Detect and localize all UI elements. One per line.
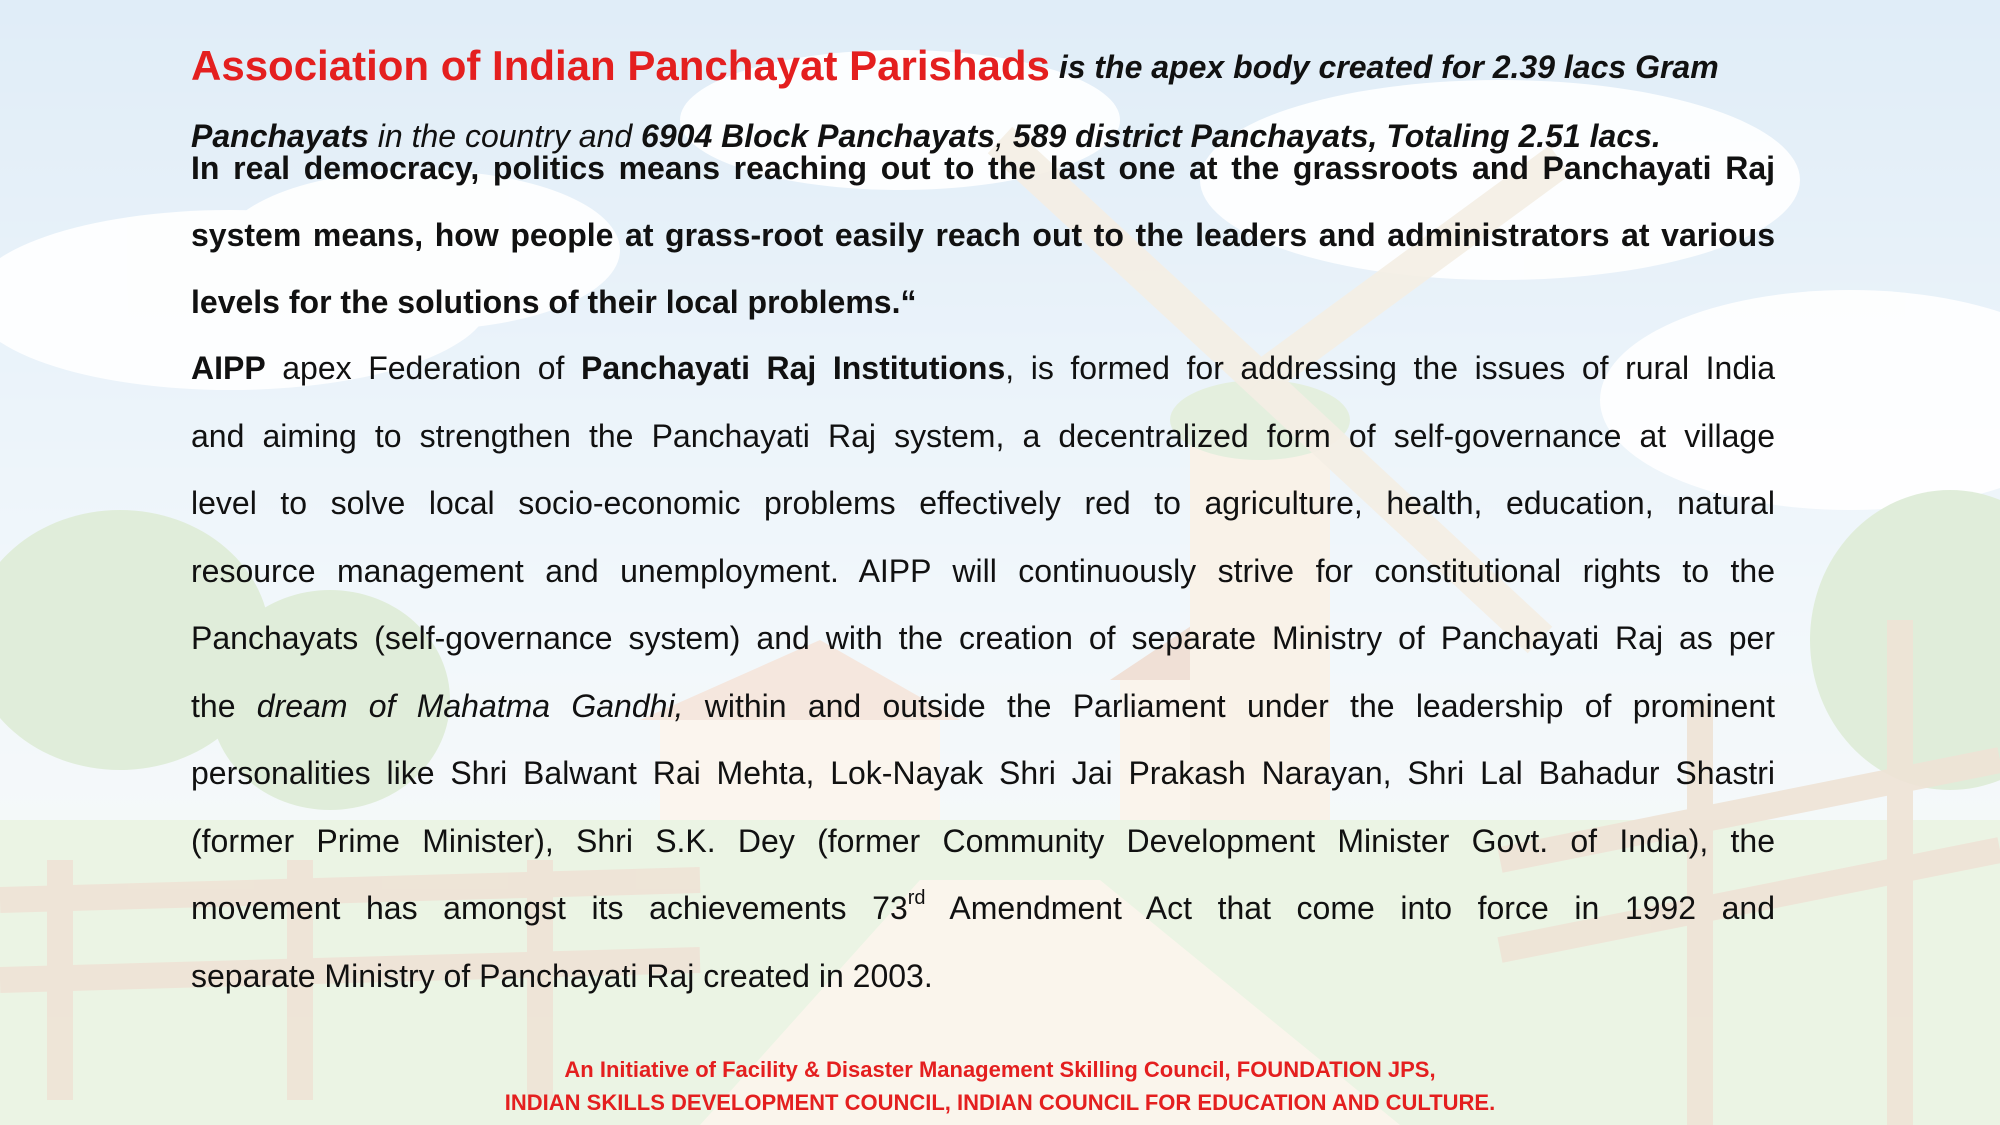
quote-line-3: levels for the solutions of their local problems.“ [191,284,917,320]
footer-line-1: An Initiative of Facility & Disaster Management Skilling Council, FOUNDATION JPS, [564,1057,1436,1082]
body-line-4: resource management and unemployment. AIPP will continuously strive for constitutional rights to the [191,552,1775,589]
body-line-1-d: , is formed for addressing the issues of rural India [1005,350,1776,386]
slide-content [191,30,1775,1010]
header-block-panchayats: 6904 Block Panchayats [641,118,996,154]
aipp-label: AIPP [191,350,266,386]
body-line-8: (former Prime Minister), Shri S.K. Dey (former Community Development Minister Govt. of India), the [191,822,1775,859]
footer-line-2: INDIAN SKILLS DEVELOPMENT COUNCIL, INDIAN COUNCIL FOR EDUCATION AND CULTURE. [504,1090,1496,1115]
header-line-1 [191,30,1775,101]
header-line-1-rest: is the apex body created for 2.39 lacs Gram [1058,49,1719,85]
pri-label: Panchayati Raj Institutions [580,350,1006,386]
header-comma: , [995,118,1004,154]
body-line-5: Panchayats (self-governance system) and with the creation of separate Ministry of Panchayati Raj as per [191,620,1775,656]
header-in-country: in the country and [377,118,633,154]
body-paragraph [191,335,1775,1010]
body-line-1-b: apex Federation of [282,350,565,386]
page-title: Association of Indian Panchayat Parishads [191,42,1050,89]
body-line-3: level to solve local socio-economic problems effectively red to agriculture, health, education, natural [191,485,1775,521]
body-line-9-b: Amendment Act that come into force in 1992 and [949,890,1776,926]
quote-line-1: In real democracy, politics means reaching out to the last one at the grassroots and Panchayati Raj [191,150,1775,186]
body-line-9-a: movement has amongst its achievements 73 [191,890,908,926]
body-line-2: and aiming to strengthen the Panchayati Raj system, a decentralized form of self-governance at village [191,417,1775,454]
body-line-6 [191,673,1775,741]
quote-line-2: system means, how people at grass-root easily reach out to the leaders and administrators at various [191,217,1775,253]
quote-paragraph [191,135,1775,336]
body-line-6-a: the [191,687,236,724]
body-line-10: separate Ministry of Panchayati Raj created in 2003. [191,957,933,994]
header-gram-panchayats: Panchayats [191,118,369,154]
ordinal-suffix: rd [907,887,926,910]
body-line-9 [191,875,1775,943]
body-line-7: personalities like Shri Balwant Rai Mehta, Lok-Nayak Shri Jai Prakash Narayan, Shri Lal Bahadur Shastri [191,755,1775,791]
gandhi-phrase: dream of Mahatma Gandhi, [256,687,684,724]
body-line-6-c: within and outside the Parliament under the leadership of prominent [704,687,1776,724]
body-line-1 [191,335,1775,403]
footer [0,1053,2000,1119]
header-district-panchayats: 589 district Panchayats, Totaling 2.51 lacs. [1012,118,1661,154]
